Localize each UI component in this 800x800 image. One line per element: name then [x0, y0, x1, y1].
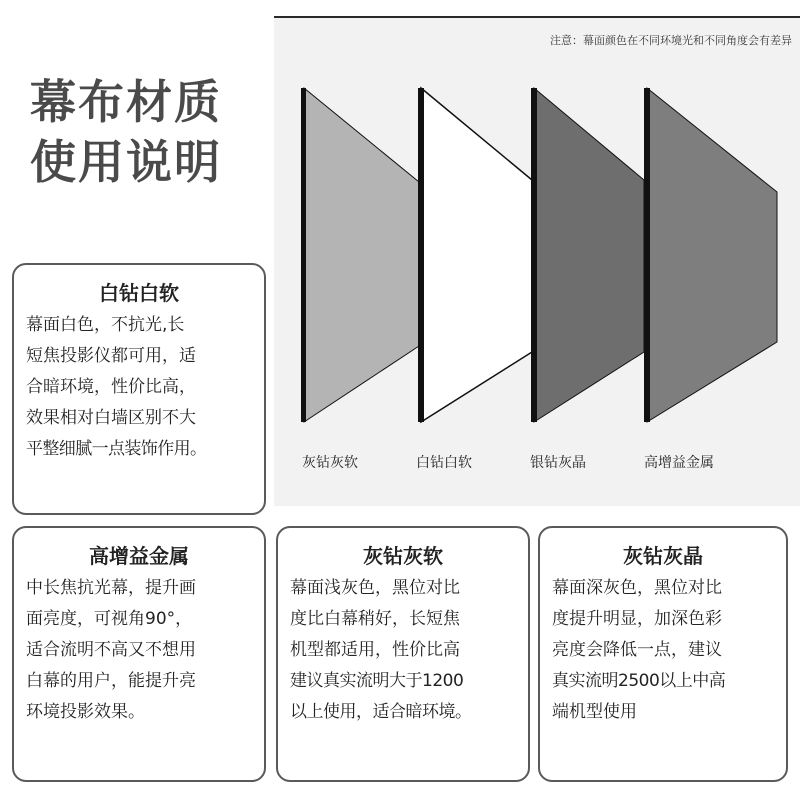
card-line: 中长焦抗光幕，提升画	[26, 578, 196, 598]
card-title: 灰钻灰晶	[623, 544, 703, 568]
card-line: 建议真实流明大于1200	[290, 671, 464, 691]
screen-sample-grey-soft	[301, 88, 419, 422]
card-line: 环境投影效果。	[26, 702, 145, 722]
card-description	[552, 573, 774, 728]
page-title-line2: 使用说明	[30, 135, 222, 189]
card-title: 灰钻灰软	[363, 544, 443, 568]
page-title	[30, 72, 222, 192]
screen-comparison-panel	[274, 16, 800, 506]
card-line: 合暗环境，性价比高，	[26, 377, 196, 397]
screen-samples	[274, 16, 800, 506]
screen-sample-silver-crystal	[531, 88, 644, 422]
card-line: 真实流明2500以上中高	[552, 671, 726, 691]
card-grey-crystal	[538, 526, 788, 782]
screen-frame-edge	[644, 88, 650, 422]
screen-label-high-gain: 高增益金属	[644, 455, 714, 471]
card-description	[26, 310, 252, 465]
card-high-gain-metal	[12, 526, 266, 782]
card-grey-soft	[276, 526, 530, 782]
card-line: 幕面深灰色，黑位对比	[552, 578, 722, 598]
card-line: 效果相对白墙区别不大	[26, 408, 196, 428]
card-line: 幕面白色，不抗光,长	[26, 315, 185, 335]
screen-frame-edge	[531, 88, 537, 422]
card-line: 以上使用，适合暗环境。	[290, 702, 472, 722]
card-line: 幕面浅灰色，黑位对比	[290, 578, 460, 598]
card-white-soft	[12, 263, 266, 515]
screen-frame-edge	[418, 88, 424, 422]
screen-sample-high-gain	[644, 88, 777, 422]
card-description	[26, 573, 252, 728]
card-line: 机型都适用，性价比高	[290, 640, 460, 660]
card-line: 白幕的用户，能提升亮	[26, 671, 196, 691]
card-line: 平整细腻一点装饰作用。	[26, 439, 207, 459]
card-line: 亮度会降低一点，建议	[552, 640, 722, 660]
card-title: 高增益金属	[89, 544, 189, 568]
screen-sample-white-soft	[418, 88, 532, 422]
card-line: 短焦投影仪都可用，适	[26, 346, 196, 366]
screen-label-silver-crystal: 银钻灰晶	[530, 455, 586, 471]
screen-label-grey-soft: 灰钻灰软	[302, 455, 358, 471]
card-line: 面亮度，可视角90°，	[26, 609, 193, 629]
card-description	[290, 573, 516, 728]
screen-label-white-soft: 白钻白软	[416, 455, 472, 471]
color-notice: 注意：幕面颜色在不同环境光和不同角度会有差异	[550, 34, 792, 47]
card-title: 白钻白软	[99, 281, 179, 305]
card-line: 适合流明不高又不想用	[26, 640, 196, 660]
card-line: 端机型使用	[552, 702, 637, 722]
page-title-line1: 幕布材质	[30, 75, 222, 129]
card-line: 度比白幕稍好，长短焦	[290, 609, 460, 629]
screen-frame-edge	[301, 88, 306, 422]
card-line: 度提升明显，加深色彩	[552, 609, 722, 629]
